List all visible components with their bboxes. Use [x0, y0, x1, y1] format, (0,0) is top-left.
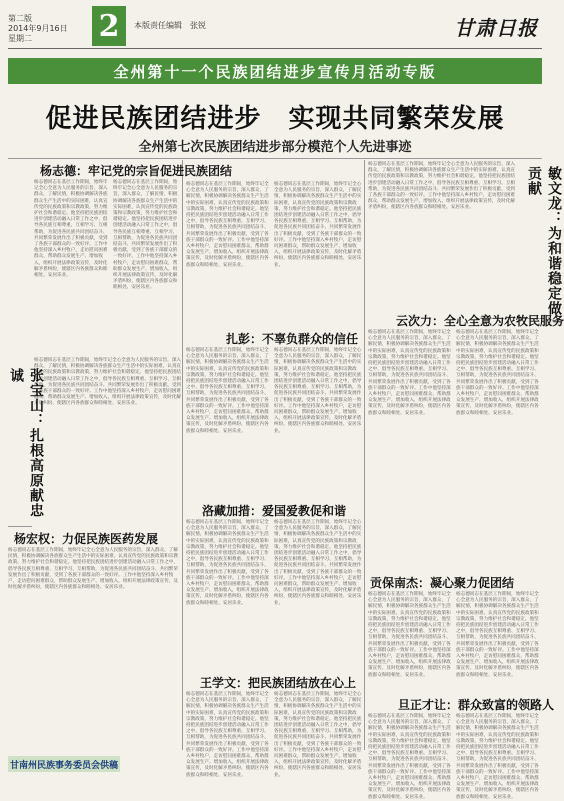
- article-body: 杨志德同志在基层工作期间，始终牢记全心全意为人民服务的宗旨，深入群众，了解民情，积极协调解决各族群众生产生活中的实际困难，认真宣传党的民族政策和宗教政策，努力维护社会和谐稳定。他坚持把民族团结进步创建活动融入日常工作之中，倡导各民族互相尊重、互相学习、互相帮助，为促进各民族共同团结奋斗、共同繁荣发展作出了积极贡献，受到了各族干部群众的一致好评。工作中他坚持深入乡村牧户，走访慰问困难群众，帮助群众发展生产、增加收入，组织开展法律政策宣传，及时化解矛盾纠纷，使辖区内各族群众和睦相处、安居乐业。: [368, 592, 451, 678]
- masthead-logo: 甘肃日报: [454, 16, 538, 40]
- article-title: 贡保南杰：凝心聚力促团结: [370, 576, 515, 590]
- article-body: 杨志德同志在基层工作期间，始终牢记全心全意为人民服务的宗旨，深入群众，了解民情，积极协调解决各族群众生产生活中的实际困难，认真宣传党的民族政策和宗教政策，努力维护社会和谐稳定。他坚持把民族团结进步创建活动融入日常工作之中，倡导各民族互相尊重、互相学习、互相帮助，为促进各民族共同团结奋斗、共同繁荣发展作出了积极贡献，受到了各族干部群众的一致好评。工作中他坚持深入乡村牧户，走访慰问困难群众，帮助群众发展生产、增加收入，组织开展法律政策宣传，及时化解矛盾纠纷，使辖区内各族群众和睦相处、安居乐业。: [368, 330, 451, 416]
- article-body: 杨志德同志在基层工作期间，始终牢记全心全意为人民服务的宗旨，深入群众，了解民情，积极协调解决各族群众生产生活中的实际困难，认真宣传党的民族政策和宗教政策，努力维护社会和谐稳定。他坚持把民族团结进步创建活动融入日常工作之中，倡导各民族互相尊重、互相学习、互相帮助，为促进各民族共同团结奋斗、共同繁荣发展作出了积极贡献，受到了各族干部群众的一致好评。工作中他坚持深入乡村牧户，走访慰问困难群众，帮助群众发展生产、增加收入，组织开展法律政策宣传，及时化解矛盾纠纷，使辖区内各族群众和睦相处、安居乐业。: [456, 330, 539, 416]
- article-body: 杨志德同志在基层工作期间，始终牢记全心全意为人民服务的宗旨，深入群众，了解民情，积极协调解决各族群众生产生活中的实际困难，认真宣传党的民族政策和宗教政策，努力维护社会和谐稳定。他坚持把民族团结进步创建活动融入日常工作之中，倡导各民族互相尊重、互相学习、互相帮助，为促进各民族共同团结奋斗、共同繁荣发展作出了积极贡献，受到了各族干部群众的一致好评。工作中他坚持深入乡村牧户，走访慰问困难群众，帮助群众发展生产、增加收入，组织开展法律政策宣传，及时化解矛盾纠纷，使辖区内各族群众和睦相处、安居乐业。: [186, 348, 269, 434]
- article-body: 杨志德同志在基层工作期间，始终牢记全心全意为人民服务的宗旨，深入群众，了解民情，积极协调解决各族群众生产生活中的实际困难，认真宣传党的民族政策和宗教政策，努力维护社会和谐稳定。他坚持把民族团结进步创建活动融入日常工作之中，倡导各民族互相尊重、互相学习、互相帮助，为促进各民族共同团结奋斗、共同繁荣发展作出了积极贡献，受到了各族干部群众的一致好评。工作中他坚持深入乡村牧户，走访慰问困难群众，帮助群众发展生产、增加收入，组织开展法律政策宣传，及时化解矛盾纠纷，使辖区内各族群众和睦相处、安居乐业。: [34, 358, 182, 407]
- article-title: 洛藏加措：爱国爱教促和谐: [202, 504, 347, 518]
- weekday: 星期二: [8, 34, 32, 43]
- article-body: 杨志德同志在基层工作期间，始终牢记全心全意为人民服务的宗旨，深入群众，了解民情，积极协调解决各族群众生产生活中的实际困难，认真宣传党的民族政策和宗教政策，努力维护社会和谐稳定。他坚持把民族团结进步创建活动融入日常工作之中，倡导各民族互相尊重、互相学习、互相帮助，为促进各民族共同团结奋斗、共同繁荣发展作出了积极贡献，受到了各族干部群众的一致好评。工作中他坚持深入乡村牧户，走访慰问困难群众，帮助群众发展生产、增加收入，组织开展法律政策宣传，及时化解矛盾纠纷，使辖区内各族群众和睦相处、安居乐业。: [186, 182, 269, 268]
- article-title: 云次力：全心全意为农牧民服务: [396, 314, 564, 328]
- article-title: 杨志德：牢记党的宗旨促进民族团结: [40, 164, 233, 178]
- article-body: 杨志德同志在基层工作期间，始终牢记全心全意为人民服务的宗旨，深入群众，了解民情，积极协调解决各族群众生产生活中的实际困难，认真宣传党的民族政策和宗教政策，努力维护社会和谐稳定。他坚持把民族团结进步创建活动融入日常工作之中，倡导各民族互相尊重、互相学习、互相帮助，为促进各民族共同团结奋斗、共同繁荣发展作出了积极贡献，受到了各族干部群众的一致好评。工作中他坚持深入乡村牧户，走访慰问困难群众，帮助群众发展生产、增加收入，组织开展法律政策宣传，及时化解矛盾纠纷，使辖区内各族群众和睦相处、安居乐业。: [34, 180, 108, 279]
- column-divider-1: [182, 160, 183, 750]
- special-banner: 全州第十一个民族团结进步宣传月活动专版: [8, 58, 542, 84]
- sub-headline: 全州第七次民族团结进步部分模范个人先进事迹: [138, 140, 412, 155]
- article-body: 杨志德同志在基层工作期间，始终牢记全心全意为人民服务的宗旨，深入群众，了解民情，积极协调解决各族群众生产生活中的实际困难，认真宣传党的民族政策和宗教政策，努力维护社会和谐稳定。他坚持把民族团结进步创建活动融入日常工作之中，倡导各民族互相尊重、互相学习、互相帮助，为促进各民族共同团结奋斗、共同繁荣发展作出了积极贡献，受到了各族干部群众的一致好评。工作中他坚持深入乡村牧户，走访慰问困难群众，帮助群众发展生产、增加收入，组织开展法律政策宣传，及时化解矛盾纠纷，使辖区内各族群众和睦相处、安居乐业。: [274, 182, 362, 268]
- article-body: 杨志德同志在基层工作期间，始终牢记全心全意为人民服务的宗旨，深入群众，了解民情，积极协调解决各族群众生产生活中的实际困难，认真宣传党的民族政策和宗教政策，努力维护社会和谐稳定。他坚持把民族团结进步创建活动融入日常工作之中，倡导各民族互相尊重、互相学习、互相帮助，为促进各民族共同团结奋斗、共同繁荣发展作出了积极贡献，受到了各族干部群众的一致好评。工作中他坚持深入乡村牧户，走访慰问困难群众，帮助群众发展生产、增加收入，组织开展法律政策宣传，及时化解矛盾纠纷，使辖区内各族群众和睦相处、安居乐业。: [274, 348, 362, 434]
- article-title: 敏文龙：为和谐稳定做贡献: [526, 166, 562, 316]
- article-title: 旦正才让：群众致富的领路人: [398, 698, 555, 712]
- article-body: 杨志德同志在基层工作期间，始终牢记全心全意为人民服务的宗旨，深入群众，了解民情，积极协调解决各族群众生产生活中的实际困难，认真宣传党的民族政策和宗教政策，努力维护社会和谐稳定。他坚持把民族团结进步创建活动融入日常工作之中，倡导各民族互相尊重、互相学习、互相帮助，为促进各民族共同团结奋斗、共同繁荣发展作出了积极贡献，受到了各族干部群众的一致好评。工作中他坚持深入乡村牧户，走访慰问困难群众，帮助群众发展生产、增加收入，组织开展法律政策宣传，及时化解矛盾纠纷，使辖区内各族群众和睦相处、安居乐业。: [186, 692, 269, 778]
- source-credit: 甘南州民族事务委员会供稿: [8, 756, 120, 772]
- article-body: 杨志德同志在基层工作期间，始终牢记全心全意为人民服务的宗旨，深入群众，了解民情，积极协调解决各族群众生产生活中的实际困难，认真宣传党的民族政策和宗教政策，努力维护社会和谐稳定。他坚持把民族团结进步创建活动融入日常工作之中，倡导各民族互相尊重、互相学习、互相帮助，为促进各民族共同团结奋斗、共同繁荣发展作出了积极贡献，受到了各族干部群众的一致好评。工作中他坚持深入乡村牧户，走访慰问困难群众，帮助群众发展生产、增加收入，组织开展法律政策宣传，及时化解矛盾纠纷，使辖区内各族群众和睦相处、安居乐业。: [8, 548, 178, 591]
- article-body: 杨志德同志在基层工作期间，始终牢记全心全意为人民服务的宗旨，深入群众，了解民情，积极协调解决各族群众生产生活中的实际困难，认真宣传党的民族政策和宗教政策，努力维护社会和谐稳定。他坚持把民族团结进步创建活动融入日常工作之中，倡导各民族互相尊重、互相学习、互相帮助，为促进各民族共同团结奋斗、共同繁荣发展作出了积极贡献，受到了各族干部群众的一致好评。工作中他坚持深入乡村牧户，走访慰问困难群众，帮助群众发展生产、增加收入，组织开展法律政策宣传，及时化解矛盾纠纷，使辖区内各族群众和睦相处、安居乐业。: [368, 714, 451, 800]
- issue-date: 2014年9月16日: [8, 24, 68, 33]
- section-divider: [8, 526, 32, 527]
- article-title: 张宝山：扎根高原献忠诚: [8, 368, 44, 518]
- main-headline: 促进民族团结进步 实现共同繁荣发展: [45, 104, 505, 134]
- article-title: 杨宏权：力促民族医药发展: [14, 532, 159, 546]
- edition-info: [8, 14, 68, 44]
- edition-label: 第二版: [8, 14, 32, 23]
- article-body: 杨志德同志在基层工作期间，始终牢记全心全意为人民服务的宗旨，深入群众，了解民情，积极协调解决各族群众生产生活中的实际困难，认真宣传党的民族政策和宗教政策，努力维护社会和谐稳定。他坚持把民族团结进步创建活动融入日常工作之中，倡导各民族互相尊重、互相学习、互相帮助，为促进各民族共同团结奋斗、共同繁荣发展作出了积极贡献，受到了各族干部群众的一致好评。工作中他坚持深入乡村牧户，走访慰问困难群众，帮助群众发展生产、增加收入，组织开展法律政策宣传，及时化解矛盾纠纷，使辖区内各族群众和睦相处、安居乐业。: [368, 162, 516, 211]
- article-body: 杨志德同志在基层工作期间，始终牢记全心全意为人民服务的宗旨，深入群众，了解民情，积极协调解决各族群众生产生活中的实际困难，认真宣传党的民族政策和宗教政策，努力维护社会和谐稳定。他坚持把民族团结进步创建活动融入日常工作之中，倡导各民族互相尊重、互相学习、互相帮助，为促进各民族共同团结奋斗、共同繁荣发展作出了积极贡献，受到了各族干部群众的一致好评。工作中他坚持深入乡村牧户，走访慰问困难群众，帮助群众发展生产、增加收入，组织开展法律政策宣传，及时化解矛盾纠纷，使辖区内各族群众和睦相处、安居乐业。: [113, 180, 178, 291]
- article-title: 王学文：把民族团结放在心上: [200, 676, 357, 690]
- header-divider: [8, 48, 542, 49]
- article-body: 杨志德同志在基层工作期间，始终牢记全心全意为人民服务的宗旨，深入群众，了解民情，积极协调解决各族群众生产生活中的实际困难，认真宣传党的民族政策和宗教政策，努力维护社会和谐稳定。他坚持把民族团结进步创建活动融入日常工作之中，倡导各民族互相尊重、互相学习、互相帮助，为促进各民族共同团结奋斗、共同繁荣发展作出了积极贡献，受到了各族干部群众的一致好评。工作中他坚持深入乡村牧户，走访慰问困难群众，帮助群众发展生产、增加收入，组织开展法律政策宣传，及时化解矛盾纠纷，使辖区内各族群众和睦相处、安居乐业。: [186, 520, 269, 606]
- article-body: 杨志德同志在基层工作期间，始终牢记全心全意为人民服务的宗旨，深入群众，了解民情，积极协调解决各族群众生产生活中的实际困难，认真宣传党的民族政策和宗教政策，努力维护社会和谐稳定。他坚持把民族团结进步创建活动融入日常工作之中，倡导各民族互相尊重、互相学习、互相帮助，为促进各民族共同团结奋斗、共同繁荣发展作出了积极贡献，受到了各族干部群众的一致好评。工作中他坚持深入乡村牧户，走访慰问困难群众，帮助群众发展生产、增加收入，组织开展法律政策宣传，及时化解矛盾纠纷，使辖区内各族群众和睦相处、安居乐业。: [456, 592, 539, 678]
- page-number: 2: [92, 6, 126, 46]
- article-body: 杨志德同志在基层工作期间，始终牢记全心全意为人民服务的宗旨，深入群众，了解民情，积极协调解决各族群众生产生活中的实际困难，认真宣传党的民族政策和宗教政策，努力维护社会和谐稳定。他坚持把民族团结进步创建活动融入日常工作之中，倡导各民族互相尊重、互相学习、互相帮助，为促进各民族共同团结奋斗、共同繁荣发展作出了积极贡献，受到了各族干部群众的一致好评。工作中他坚持深入乡村牧户，走访慰问困难群众，帮助群众发展生产、增加收入，组织开展法律政策宣传，及时化解矛盾纠纷，使辖区内各族群众和睦相处、安居乐业。: [274, 520, 362, 606]
- column-divider-2: [364, 160, 365, 750]
- title-divider: [8, 158, 542, 159]
- article-body: 杨志德同志在基层工作期间，始终牢记全心全意为人民服务的宗旨，深入群众，了解民情，积极协调解决各族群众生产生活中的实际困难，认真宣传党的民族政策和宗教政策，努力维护社会和谐稳定。他坚持把民族团结进步创建活动融入日常工作之中，倡导各民族互相尊重、互相学习、互相帮助，为促进各民族共同团结奋斗、共同繁荣发展作出了积极贡献，受到了各族干部群众的一致好评。工作中他坚持深入乡村牧户，走访慰问困难群众，帮助群众发展生产、增加收入，组织开展法律政策宣传，及时化解矛盾纠纷，使辖区内各族群众和睦相处、安居乐业。: [274, 692, 362, 778]
- article-body: 杨志德同志在基层工作期间，始终牢记全心全意为人民服务的宗旨，深入群众，了解民情，积极协调解决各族群众生产生活中的实际困难，认真宣传党的民族政策和宗教政策，努力维护社会和谐稳定。他坚持把民族团结进步创建活动融入日常工作之中，倡导各民族互相尊重、互相学习、互相帮助，为促进各民族共同团结奋斗、共同繁荣发展作出了积极贡献，受到了各族干部群众的一致好评。工作中他坚持深入乡村牧户，走访慰问困难群众，帮助群众发展生产、增加收入，组织开展法律政策宣传，及时化解矛盾纠纷，使辖区内各族群众和睦相处、安居乐业。: [456, 714, 539, 800]
- article-title: 扎彭：不辜负群众的信任: [226, 332, 359, 346]
- editor-line: 本版责任编辑 张锐: [134, 21, 206, 30]
